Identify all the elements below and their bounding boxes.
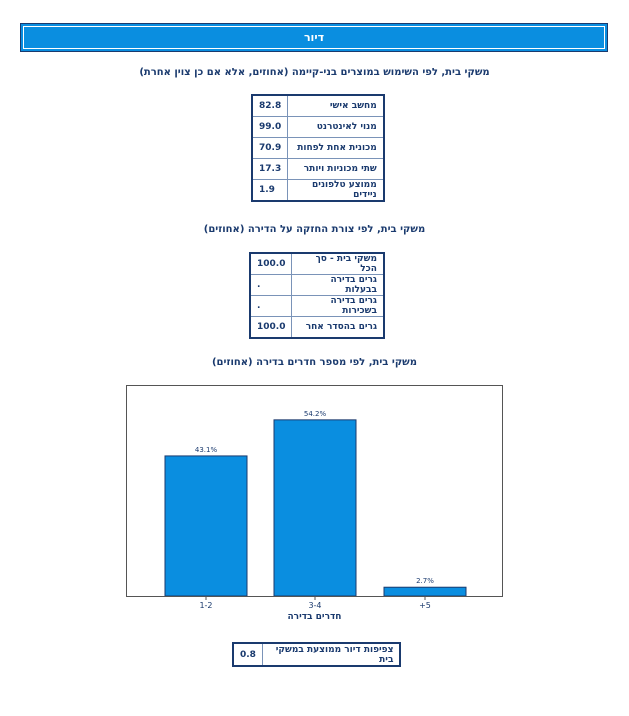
row-value: 1.9 [252, 179, 288, 201]
bar-data-label: 43.1% [194, 445, 218, 454]
row-value: 17.3 [252, 158, 288, 179]
products-table [251, 94, 385, 202]
tenure-section-title: משקי בית, לפי צורת החזקה על הדירה (אחוזים) [203, 224, 426, 235]
row-label: גרים בהסדר אחר [292, 317, 384, 338]
page-header-bar [20, 23, 608, 52]
density-value: 0.8 [233, 643, 262, 666]
table-row [252, 158, 384, 179]
rooms-bar-chart [127, 386, 502, 596]
table-row [250, 317, 384, 338]
row-value: 100.0 [250, 317, 292, 338]
row-label: שתי מכוניות ויותר [288, 158, 384, 179]
table-row [250, 296, 384, 317]
row-value: 82.8 [252, 95, 288, 116]
row-value: 99.0 [252, 116, 288, 137]
table-row [252, 116, 384, 137]
bar-data-label: 54.2% [303, 409, 327, 418]
row-label: גרים בדירה בשכירות [292, 296, 384, 317]
x-tick-label: 1-2 [199, 601, 213, 610]
table-row [250, 275, 384, 296]
row-value: . [250, 275, 292, 296]
bar-1-2 [165, 456, 247, 596]
x-tick-label: 3-4 [308, 601, 322, 610]
row-value: 70.9 [252, 137, 288, 158]
chart-title: משקי בית, לפי מספר חדרים בדירה (אחוזים) [211, 357, 417, 368]
row-label: ממוצע טלפונים ניידים [288, 179, 384, 201]
row-value: 100.0 [250, 253, 292, 275]
row-label: מנוי לאינטרנט [288, 116, 384, 137]
row-label: גרים בדירה בבעלות [292, 275, 384, 296]
tenure-table [249, 252, 385, 339]
chart-frame [126, 385, 503, 597]
density-label: צפיפות דיור ממוצעת במשקי בית [262, 643, 400, 666]
page-title: דיור [303, 31, 325, 44]
table-row [252, 137, 384, 158]
x-tick-label: +5 [419, 601, 431, 610]
products-section-title: משקי בית, לפי השימוש במוצרים בני-קיימה (אחוזים, אלא אם כן צוין אחרת) [139, 67, 490, 78]
chart-x-tick-labels [0, 597, 629, 611]
row-label: משקי בית - סך הכל [292, 253, 384, 275]
bar-3-4 [274, 420, 356, 596]
bar-+5 [384, 587, 466, 596]
table-row [252, 95, 384, 116]
row-label: מחשב אישי [288, 95, 384, 116]
bar-data-label: 2.7% [416, 577, 434, 586]
density-table [232, 642, 401, 667]
chart-x-axis-label: חדרים בדירה [287, 612, 342, 622]
row-label: מכונית אחת לפחות [288, 137, 384, 158]
row-value: . [250, 296, 292, 317]
table-row [250, 253, 384, 275]
table-row [233, 643, 400, 666]
table-row [252, 179, 384, 201]
